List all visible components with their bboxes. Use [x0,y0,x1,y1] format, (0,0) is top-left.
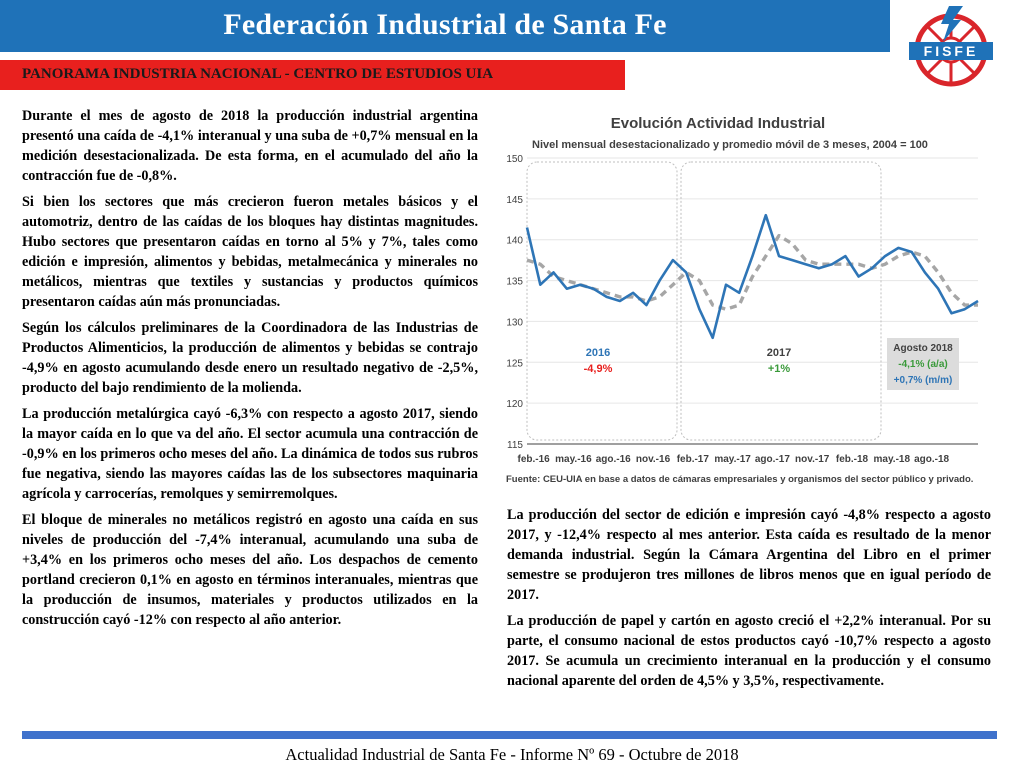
annotation-2016-label: 2016 [585,347,611,359]
x-tick-label: may.-17 [714,454,751,465]
x-tick-label: nov.-16 [635,454,671,465]
y-tick-label: 150 [506,154,523,165]
paragraph: La producción de papel y cartón en agosto creció el +2,2% interanual. Por su parte, el consumo nacional de estos productos cayó -10,7% respecto a agosto 2017. Se acumula un crecimiento interanual en la producción y el consumo nacional aparente del orden de 4,5% y 3,5%, respectivamente. [507,613,991,689]
chart-subtitle: Nivel mensual desestacionalizado y promedio móvil de 3 meses, 2004 = 100 [532,139,928,151]
annotation-aug2018-yoy: -4,1% (a/a) [898,359,948,370]
y-tick-label: 130 [506,317,523,329]
annotation-2017-value: +1% [767,363,791,375]
right-column [507,505,991,697]
paragraph: La producción metalúrgica cayó -6,3% con respecto a agosto 2017, siendo la mayor caída en lo que va del año. El sector acumula una contracción de -0,9% en los primeros ocho meses del año. La dinámica de todos sus rubros fue negativa, siendo las mayores caídas las de los subsectores maquinaria agrícola y carrocerías, remolques y semirremolques. [22,406,478,502]
y-tick-label: 115 [507,440,523,451]
annotation-2017-label: 2017 [766,347,792,359]
chart-title: Evolución Actividad Industrial [610,115,826,132]
annotation-aug2018-mom: +0,7% (m/m) [893,375,953,386]
series-moving-average-line [527,236,978,310]
annotation-2016-value: -4,9% [583,363,613,375]
y-tick-label: 145 [506,194,523,206]
x-tick-label: feb.-17 [676,454,709,465]
x-tick-label: feb.-18 [835,454,869,465]
x-tick-label: ago.-18 [914,454,950,465]
paragraph: Según los cálculos preliminares de la Coordinadora de las Industrias de Productos Alimenticios, la producción de alimentos y bebidas se contrajo -4,9% en agosto acumulando desde enero un resultado negativo de -2,5%, producto del bajo rendimiento de la molienda. [22,320,478,396]
header-bar [0,0,890,52]
y-tick-label: 135 [506,276,523,288]
y-tick-label: 140 [506,235,523,247]
x-tick-label: ago.-17 [754,454,790,465]
chart-source: Fuente: CEU-UIA en base a datos de cámaras empresariales y organismos del sector público y privado. [506,474,974,485]
x-tick-label: ago.-16 [595,454,631,465]
page-title: Federación Industrial de Santa Fe [223,8,667,41]
footer-rule [22,731,997,739]
footer-text: Actualidad Industrial de Santa Fe - Informe Nº 69 - Octubre de 2018 [285,745,739,764]
y-tick-label: 125 [506,358,523,370]
paragraph: La producción del sector de edición e impresión cayó -4,8% respecto a agosto 2017, y -12,4% respecto al mes anterior. Esta caída es resultado de la menor demanda industrial. Según la Cámara Argentina del Libro en el primer semestre se produjeron tres millones de libros menos que en igual período de 2017. [507,507,991,603]
period-box-2016 [527,162,677,440]
y-tick-label: 120 [506,399,523,411]
x-tick-label: nov.-17 [795,454,830,465]
paragraph: Si bien los sectores que más crecieron fueron metales básicos y el automotriz, dentro de las caídas de los bloques hay distintas magnitudes. Hubo sectores que presentaron caídas en torno al 5% y 7%, tales como edición e impresión, alimentos y bebidas, metalmecánica y minerales no metálicos, mientras que textiles y sustancias y productos químicos presentaron caídas aún más pronunciadas. [22,194,478,310]
fisfe-logo [905,4,997,90]
annotation-aug2018-label: Agosto 2018 [893,343,953,354]
industrial-activity-chart [500,106,990,494]
paragraph: Durante el mes de agosto de 2018 la producción industrial argentina presentó una caída de -4,1% interanual y una suba de +0,7% mensual en la medición desestacionalizada. De esta forma, en el acumulado del año la contracción fue de -0,8%. [22,108,478,184]
logo-text: FISFE [923,43,979,59]
left-column [22,106,478,636]
x-tick-label: feb.-16 [517,454,550,465]
section-banner-text: PANORAMA INDUSTRIA NACIONAL - CENTRO DE ESTUDIOS UIA [22,66,494,82]
x-tick-label: may.-18 [873,454,911,465]
paragraph: El bloque de minerales no metálicos registró en agosto una caída en sus niveles de producción del -7,4% interanual, acumulando una suba de +3,4% en los primeros ocho meses del año. Los despachos de cemento portland crecieron 0,1% en agosto en términos interanuales, mientras que la producción de insumos, materiales y productos utilizados en la construcción cayó -12% con respecto al año anterior. [22,512,478,628]
section-banner [0,60,625,90]
x-tick-label: may.-16 [555,454,592,465]
